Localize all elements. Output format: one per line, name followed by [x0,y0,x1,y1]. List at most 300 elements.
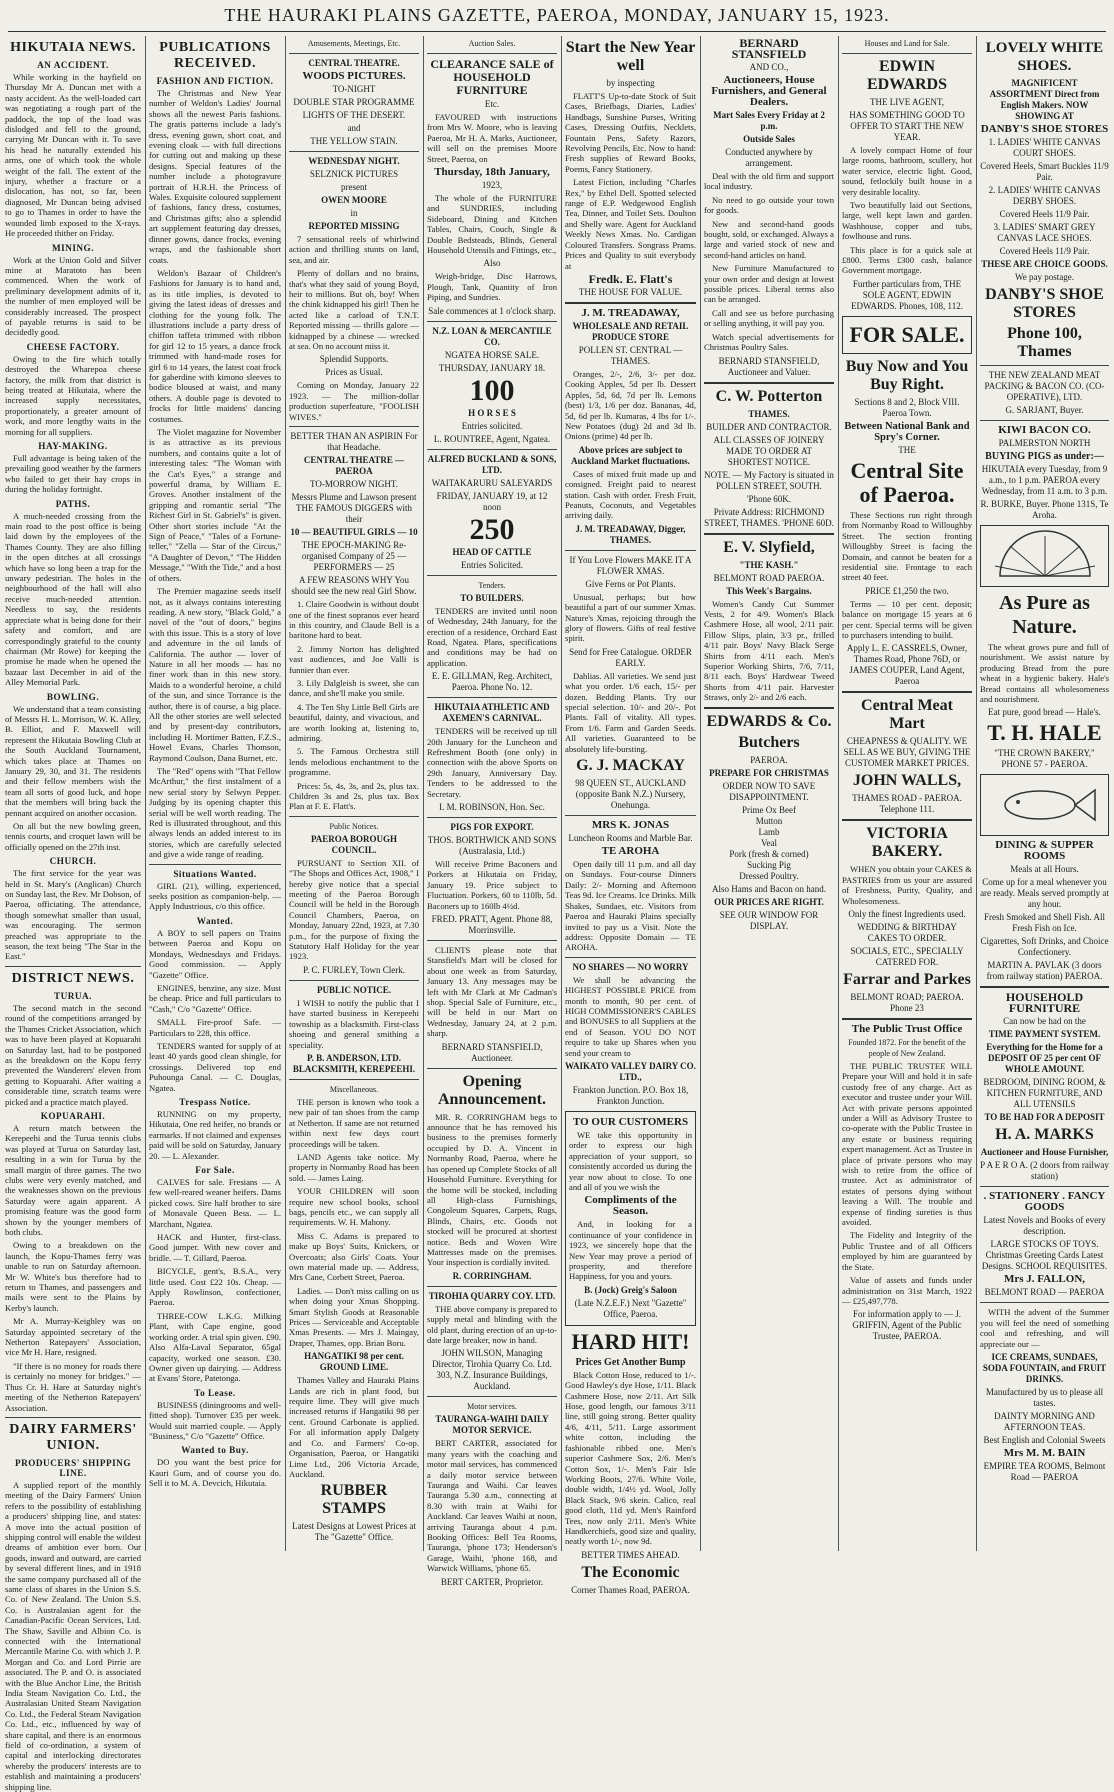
ad-text: 1. Claire Goodwin is without doubt one of the finest sopranos ever heard in this country, and Claude Bell is a baritone hard to beat. [289,599,419,641]
ad-text: THE PUBLIC TRUSTEE WILL Prepare your Will and hold it in safe custody free of any charge. Act as executor and trustee under your Will. Act with private persons appointed under a Will as Advisory Trustee to co-operate with the Public Trustee in any estate or business requiring expert management. Act as Trustee in place of private persons who may wish to retire from the office of trustee. Act as administrator of estates of persons dying without leaving a Will. The trouble and expense of finding sureties is thus avoided. [842,1060,972,1228]
divider [427,940,557,941]
ad-text: ALL CLASSES OF JOINERY MADE TO ORDER AT SHORTEST NOTICE. [713,434,825,467]
ad-heading: Auctioneers, House Furnishers, and General Dealers. [711,74,827,108]
ad-text: OUR PRICES ARE RIGHT. [714,896,824,907]
ad-text: And, in looking for a continuance of your confidence in 1923, we sincerely hope that the New Year may prove a period of prosperity, and therefore Happiness, for you and yours. [569,1219,692,1282]
ad-text: No need to go outside your town for goods. [704,194,834,216]
ad-text: These Sections run right through from Normanby Road to Willoughby Street. The section fronting Willoughby Street is facing the Domain, and cannot be beaten for a residential site. Frontage to each street 40 feet. [842,509,972,583]
subheading: BOWLING. [46,691,100,702]
column-5 [562,36,699,1595]
ad-text: Covered Heels, Smart Buckles 11/9 Pair. [980,161,1109,182]
ad-text: Corner Thames Road, PAEROA. [571,1584,690,1595]
ad-text: HIKUTAIA every Tuesday, from 9 a.m., to 1 p.m. PAEROA every Wednesday, from 11 a.m. to 3 p.m. [981,464,1108,496]
divider [289,816,419,817]
ad-text: Only the finest Ingredients used. [848,908,966,919]
ad-text: THE HOUSE FOR VALUE. [578,286,683,297]
ad-text: TO-MORROW NIGHT. [310,479,398,490]
classified-heading: To Lease. [194,1387,236,1398]
notice-heading: TO BUILDERS. [460,592,524,603]
notice-heading: TIROHIA QUARRY COY. LTD. [428,1290,556,1301]
column-6 [701,36,837,1551]
ad-text: R. BURKE, Buyer. Phone 131S, Te Aroha. [980,499,1109,520]
ad-text: ICE CREAMS, SUNDAES, SODA FOUNTAIN, and FRUIT DRINKS. [982,1352,1107,1385]
article-paragraph: Owing to the fire which totally destroyed the Wharepoa cheese factory, the milk from that district is being treated at Hikutaia, where the increased supply necessitates, proportionately, a greater amount of work, and more lengthy waits in the morning for all suppliers. [5,353,141,437]
notice-text: I WISH to notify the public that I have started business in Kerepeehi township as a blacksmith. First-class shoeing and general smithing a speciality. [289,997,419,1050]
ad-text: THAMES. [748,408,790,419]
ad-text: 3. Lily Dalgleish is sweet, she can dance, and she'll make you smile. [289,677,419,699]
article-paragraph: While working in the hayfield on Thursday Mr A. Duncan met with a nasty accident. As the well-loaded cart was negotiating a rough part of the paddock, the top of the load was dislodged and fell to the ground, carrying Mr Duncan with it. To save his head he naturally extended his arms, one of which took the whole weight of the fall. The extent of the injury, whether a fracture or a dislocation, has not, so far, been diagnosed, Mr Duncan being advised to go to Thames in order to have the wounded limb exposed to the X-rays. He proceeded thither on Friday. [5,72,141,239]
divider [289,1079,419,1080]
ad-text: Auctioneer and House Furnisher, [980,1147,1109,1158]
classified-heading: Situations Wanted. [173,868,257,879]
ad-text: BETTER TIMES AHEAD. [581,1549,680,1560]
ad-text: CHEAPNESS & QUALITY. WE SELL AS WE BUY, GIVING THE CUSTOMER MARKET PRICES. [843,736,971,769]
divider [565,957,696,958]
ad-text: WITH the advent of the Summer you will feel the need of something cool and refreshing, and will appreciate our — [980,1307,1109,1349]
ad-heading: G. J. MACKAY [576,757,685,775]
ad-text: New and second-hand goods bought, sold, or exchanged. Always a large and varied stock of new and second-hand articles on hand. [704,218,834,260]
ad-text: The whole of the FURNITURE and SUNDRIES, including Sideboard, Dining and Kitchen Tables, Chairs, Couch, Single & Double Bedsteads, Blinds, General Household Utensils and Fittings, etc., [427,193,557,256]
ad-text: Above prices are subject to Auckland Market fluctuations. [571,444,690,466]
notice-signature: JOHN WILSON, Managing Director, Tirohia Quarry Co. Ltd. 303, N.Z. Insurance Buildings, Auckland. [432,1348,552,1392]
ad-text: Cases of mixed fruit made up and consigned. Freight paid to nearest station. Cash with order. Fresh Fruit, Peanuts, Coconuts, and Vegetables arriving daily. [565,468,696,521]
subheading: TURUA. [54,990,92,1001]
ad-text: CENTRAL THEATRE — PAEROA [303,455,405,477]
ad-text: 10 — BEAUTIFUL GIRLS — 10 [290,527,418,538]
notice-text: Will receive Prime Baconers and Porkers at Hikutaia on Friday, January 19. Price subject to Fluctuation. Porkers, 60 to 110lb, 5d. Baconers up to 160lb 4½d. [427,858,557,911]
ad-text: SOCIALS, ETC., SPECIALLY CATERED FOR. [850,945,964,967]
column-4 [424,36,560,1587]
notice-text: PURSUANT to Section XII. of "The Shops and Offices Act, 1908," I hereby give notice that a special meeting of the Paeroa Borough Council will be held in the Borough Council Chambers, Paeroa, on Monday, January 22nd, 1923, at 7.30 p.m., for the purpose of fixing the Statutory Half Holiday for the year 1923. [289,857,419,962]
ad-text: Splendid Supports. [319,354,389,365]
ad-heading: FOR SALE. [849,321,965,347]
divider [980,420,1109,421]
ad-text: Plenty of dollars and no brains, that's what they said of young Boyd, heir to millions. But oh, boy! When the chink kidnapped his girl! Then he acted like a carload of T.N.T. Reported missing — thrills galore — kidnapped by a chinese — wrecked at sea. On no account miss it. [289,268,419,352]
article-paragraph: The "Red" opens with "That Fellow McArthur," the first instalment of a new serial story by Selwyn Pepper. Judging by its opening chapter this serial will be well worth reading. The Red is illustrated throughout, and this always lends an added interest to its stories, which are carefully selected and give a wide range of reading. [149,766,281,860]
ad-heading: H. A. MARKS [995,1126,1094,1144]
ad-text: Cigarettes, Soft Drinks, and Choice Confectionery. [980,936,1109,958]
ad-text: Latest Designs at Lowest Prices at The "Gazette" Office. [292,1521,416,1543]
ad-text: A FEW REASONS WHY You should see the new real Girl Show. [291,575,417,597]
ad-text: Everything for the Home for a DEPOSIT OF 25 per cent OF WHOLE AMOUNT. [986,1042,1103,1075]
ad-text: Also Hams and Bacon on hand. [712,883,826,894]
classified-ad: TENDERS wanted for supply of at least 40 yards good clean shingle, for crossings. Delivered top end Puhounga Canal. — C. Douglas, Ngatea. [149,1040,281,1093]
notice-signature: R. CORRINGHAM. [452,1270,532,1281]
ad-text: Messrs Plume and Lawson present THE FAMOUS DIGGERS with their [291,492,417,525]
ad-heading: J. M. TREADAWAY, [581,306,680,319]
ad-text: THE NEW ZEALAND MEAT PACKING & BACON CO. (CO-OPERATIVE), LTD. [984,370,1105,402]
ad-heading: Mrs M. M. BAIN [1003,1447,1086,1460]
article-paragraph: The Violet magazine for November is as attractive as its previous numbers, and contains quite a lot of interesting tales: "The Woman with the Cat's Eyes," a strange and powerful drama, by William E. Groves. Another instalment of the gripping and romantic serial "The Richest Girl in St. Gabriel's" is given. Other short stories include "At the Sign of Peace," "Tales of a Fortune-teller," "Zella — Star of the Circus," "A Daughter of Devon," "The Hidden Message," "With the Tide," and a host of others. [149,427,281,583]
ad-text: by inspecting [606,78,655,88]
divider [5,1417,141,1418]
ad-text: BERNARD STANSFIELD, Auctioneer and Valuer. [718,355,820,377]
ad-text: New Furniture Manufactured to your own order and design at lowest possible prices. Liberal terms also can be arranged. [704,263,834,305]
subheading: PRODUCERS' SHIPPING LINE. [15,1457,131,1478]
ad-text: WOODS PICTURES. [302,70,406,82]
ad-text: We pay postage. [1014,272,1074,282]
ad-heading: BUYING PIGS as under:— [985,451,1104,462]
ad-text: Two beautifully laid out Sections, large, well kept lawn and garden. Washhouse, copper and tubs, fowlhouse and runs. [842,200,972,242]
ad-text: THESE ARE CHOICE GOODS. [981,259,1108,269]
ad-text: present [341,182,367,192]
ad-text: Latest Fiction, including "Charles Rex," by Ethel Dell. Spotted selected range of E.P. Wedgewood English Tea, Dinner, and Toilet Sets. Doulton and Shelly ware. Agent for Auckland Weekly News Xmas. No. Cardigan Coloured Transfers. Songrass Prams. Prices and Quality to suit everybody at [565,177,696,271]
ad-text: BELMONT ROAD — PAEROA [984,1287,1105,1298]
ad-heading: RUBBER STAMPS [320,1482,388,1518]
ad-text: FRIDAY, JANUARY 19, at 12 noon [436,490,548,512]
article-paragraph: "If there is no money for roads there is certainly no money for bridges." — Thus Cr. H. Hare at Saturday night's meeting of the Netherton Ratepayers' Association. [5,1360,141,1413]
ad-text: B. (Jock) Greig's Saloon [584,1284,677,1295]
ad-heading: HANGATIKI 98 per cent. GROUND LIME. [304,1351,404,1373]
ad-text: Unusual, perhaps; but how beautiful a part of our summer Xmas. Nature's Xmas, rejoicing through the glory of flowers. Gifts of real festive spirit. [565,591,696,644]
classified-ad: A BOY to sell papers on Trains between Paeroa and Kopu on Mondays, Wednesdays and Fridays. Good commission. — Apply "Gazette" Office. [149,927,281,980]
classified-ad: YOUR CHILDREN will soon require new school books, school bags, pencils etc., we can supply all requirements. W. H. Mahony. [289,1186,419,1228]
notice-heading: PAEROA BOROUGH COUNCIL. [310,833,398,855]
ad-text: Come up for a meal whenever you are ready. Meals served promptly at any hour. [980,877,1109,910]
column-3 [286,36,422,1551]
divider [289,151,419,152]
ad-text: Covered Heels 11/9 Pair. [999,246,1090,256]
notice-heading: PIGS FOR EXPORT. [450,821,534,832]
divider [704,533,834,535]
ad-text: Women's Candy Cut Summer Vests, 2 for 4/9. Women's Black Cashmere Hose, all wool, 2/11 pair. Fillow Slips, plain, 3/3 pr., frilled 4/11 pair. Boys' Navy Black Serge Shirts from 4/11 each. Men's Superior Working Shirts, 7/6, 7/11, 8/11 each. Boys' Hardwear Tweed Shorts from 4/11 pair. Harvester Straws, only 2/- and 2/6 each. [704,598,834,703]
ad-text: TO-NIGHT [332,84,376,94]
ad-text: 7 sensational reels of whirlwind action and thrilling stunts on land, sea, and air. [289,234,419,265]
ad-text: Latest Novels and Books of every description. [983,1215,1106,1237]
ad-text: NOTE. — My Factory is situated in POLLEN STREET, SOUTH. [704,469,834,491]
article-paragraph: A supplied report of the monthly meeting of the Dairy Farmers' Union refers to the possibility of establishing a producers' shipping line, and states: A move into the actual position of shipping control will enable the wildest dreams of ambition ever born. Our goods, inward and outward, are carried by several different lines, and in 1918 the same company purchased all of the same class of shares in the Union S.S. Co. of New Zealand. The Union S.S. Co. is Australasian agent for the Canadian-Pacific Ocean Services, Ltd. The Shaw, Saville and Albion Co. is connected with the International Mercantile Marine Co. with which J. P. Morgan and Co. and Lord Pirrie are associated. The P. and O. is associated with the Blue Anchor Line, the British India Steam Navigation Co. Ltd., the Australasian United Steam Navigation Co. Ltd., the Federal Steam Navigation Co. Ltd., etc., influenced by way of share capital, and there is an enormous field of co-ordination, a system of capital and interlocking directorates whereby the producers' interests are to establish and maintaining a producers' shipping line. [5,1479,141,1792]
ad-text: Manufactured by us to please all tastes. [985,1387,1104,1409]
ad-heading: EDWARDS & Co. [706,712,832,730]
ad-text: 98 QUEEN ST., AUCKLAND (opposite Bank N.Z.) Nursery, Onehunga. [575,778,686,811]
ad-text: Etc. [484,99,500,109]
ad-heading: Buy Now and You Buy Right. [845,357,969,393]
ad-text: REPORTED MISSING [308,221,400,231]
ad-text: BELMONT ROAD PAEROA. [713,572,825,583]
ad-text: 4. The Ten Shy Little Bell Girls are beautiful, dainty, and vivacious, and are worth looking at, listening to, admiring. [289,701,419,743]
ad-text: G. SARJANT, Buyer. [1005,405,1084,415]
ad-text: THURSDAY, JANUARY 18. [438,362,546,373]
ad-heading: Compliments of the Season. [584,1194,677,1218]
ad-text: Founded 1872. For the benefit of the people of New Zealand. [848,1037,966,1058]
classified-ad: CALVES for sale. Fresians — A few well-reared weaner heifers. Dams picked cows. Sire half brother to sire of Monavale Queen Bess. — L. Marchant, Ngatea. [149,1177,281,1229]
subheading: KOPUARAHI. [40,1110,106,1121]
divider [980,365,1109,366]
ad-text: WAIKATO VALLEY DAIRY CO. LTD., [565,1060,696,1082]
ad-text: TO BE HAD FOR A DEPOSIT [984,1112,1105,1123]
article-paragraph: Owing to a breakdown on the launch, the Kopu-Thames ferry was unable to run on Saturday afternoon. Mr W. White's bus therefore had to return to Thames, and passengers and mails were sent to the Plains by Kerby's launch. [5,1240,141,1313]
divider [289,980,419,981]
ad-box [842,316,972,354]
ad-heading: MRS K. JONAS [591,819,670,832]
masthead-rule [8,31,1106,32]
notice-heading: HIKUTAIA ATHLETIC AND AXEMEN'S CARNIVAL. [434,702,550,724]
ad-text: in [350,208,358,218]
ad-text: 1923, [481,180,503,191]
ad-heading: DINING & SUPPER ROOMS [995,839,1094,863]
sunrise-icon [990,531,1100,581]
subheading: MINING. [51,242,95,253]
classified-ad: HACK and Hunter, first-class. Good jumper. With new cover and bridle. — T. Gillard, Paeroa. [149,1232,281,1263]
divider [427,53,557,54]
ad-text: This place is for a quick sale at £800. Terms £300 cash, balance Government mortgage. [842,244,972,276]
ad-text: BELMONT ROAD; PAEROA. Phone 23 [850,991,964,1013]
ad-text: HAS SOMETHING GOOD TO OFFER TO START THE NEW YEAR. [849,110,965,142]
divider [289,426,419,427]
ad-box [565,1111,696,1326]
ad-text: The Fidelity and Integrity of the Public Trustee and of all Officers employed by him are guaranteed by the State. [842,1230,972,1272]
column-7 [839,36,975,1551]
ad-text: Watch special advertisements for Christmas Poultry Sales. [704,331,834,353]
ad-text: WEDNESDAY NIGHT. [308,156,400,166]
ad-text: BEDROOM, DINING ROOM, & KITCHEN FURNITURE, AND ALL UTENSILS [983,1077,1106,1110]
subheading: FASHION AND FICTION. [156,76,274,86]
classified-heading: Wanted. [196,915,234,926]
ad-heading: C. W. Potterton [715,387,823,405]
ad-text: We shall be advancing the HIGHEST POSSIBLE PRICE from month to month, 90 per cent. of HIGH COMMISSIONER'S CABLES and BONUSES to all Suppliers at the end of Season. YOU DO NOT require to take up Shares when you send your cream to [565,974,696,1058]
article-paragraph: Work at the Union Gold and Silver mine at Maratoto has been commenced. When the work of preliminary development admits of it, the number of men employed will be considerably increased. The prospect of payable returns is said to be decidedly good. [5,254,141,338]
ad-text: THE LIVE AGENT, [869,97,945,107]
ad-text: (Late N.Z.E.F.) Next "Gazette" Office, Paeroa. [574,1297,687,1319]
ad-text: Value of assets and funds under administration on 31st March, 1922 — £25,497,778. [842,1275,972,1306]
classified-ad: ENGINES, benzine, any size. Must be cheap. Price and full particulars to "Cash," C/o "Gazette" Office. [149,982,281,1014]
ad-text: AND CO., [749,62,789,72]
masthead [0,0,1114,34]
ad-text: BUILDER AND CONTRACTOR. [706,421,832,432]
section-heading: DISTRICT NEWS. [11,970,135,986]
divider [842,819,972,821]
ad-text: Dahlias. All varieties. We send just what you order. 1/6 each, 15/- per dozen. Bedding Plants. Try our special selection. 10/- and 20/-. Pot Plants. Fall of vitality. All types. From 1/6. Farm and Garden Seeds. All varieties. Guaranteed to be absolutely life-bursting. [565,670,696,754]
ad-text: 1. LADIES' WHITE CANVAS COURT SHOES. [988,137,1101,158]
ad-text: LARGE STOCKS OF TOYS. Christmas Greeting Cards Latest Designs. SCHOOL REQUISITES. [981,1239,1108,1272]
ad-text: WHOLESALE AND RETAIL PRODUCE STORE [572,320,689,342]
ad-text: Can now be had on the [1003,1016,1086,1027]
article-paragraph: Full advantage is being taken of the prevailing good weather by the farmers who failed to get their hay crops in during the holiday fortnight. [5,453,141,495]
ad-heading: The Public Trust Office [851,1022,963,1035]
ad-text: NGATEA HORSE SALE. [444,349,540,360]
ad-text: 3. LADIES' SMART GREY CANVAS LACE SHOES. [993,222,1096,243]
divider [842,691,972,693]
divider [704,707,834,709]
ad-text: Further particulars from, THE SOLE AGENT, EDWIN EDWARDS. Phones, 108, 112. [851,278,963,311]
ad-heading: HARD HIT! [571,1328,690,1354]
ad-text: WE take this opportunity in order to express our high appreciation of your support, so consistently accorded us during the year now about to close. To one and all of you we wish the [569,1129,692,1192]
divider [842,1018,972,1020]
ad-heading: ALFRED BUCKLAND & SONS, LTD. [427,453,557,475]
divider [704,382,834,384]
ad-number: 100 [469,373,515,407]
ad-heading: Opening Announcement. [437,1072,546,1108]
divider [565,815,696,816]
ad-text: Coming on Monday, January 22 1923. — The million-dollar production superfeature, "FOOLISH WIVES." [289,380,419,422]
ad-heading: . STATIONERY . FANCY GOODS [983,1190,1106,1214]
notice-signature: FRED. PRATT, Agent. Phone 88, Morrinsville. [431,914,553,935]
ad-text: Call and see us before purchasing or selling anything, it will pay you. [704,307,834,329]
divider [289,53,419,54]
divider [980,1302,1109,1303]
divider [980,1186,1109,1187]
ad-heading: Start the New Year well [565,39,696,74]
ad-text: THE [898,444,916,455]
ad-text: Deal with the old firm and support local industry. [704,171,834,192]
ad-text: Mart Sales Every Friday at 2 p.m. [713,110,825,131]
divider [427,1396,557,1397]
article-paragraph: We understand that a team consisting of Messrs H. L. Morrison, W. K. Alley, B. Elliot, and F. Maxwell will represent the Hikutaia Bowling Club at the South Auckland Tournament, which takes place at Thames on January 29, 30, and 31. The residents and their fellow members wish the team all sorts of good luck, and hope that the members will bring back the pennant acquired on another occasion. [5,703,141,818]
ad-text: For information apply to — J. GRIFFIN, Agent of the Public Trustee, PAEROA. [852,1309,962,1342]
ad-heading: T. H. HALE [987,720,1102,746]
ad-heading: As Pure as Nature. [999,592,1090,638]
divider [5,966,141,967]
ad-date: Thursday, 18th January, [434,166,550,179]
ad-text: Also [483,258,501,269]
classified-ad: Ladies. — Don't miss calling on us when doing your Xmas Shopping. Smart Stylish Goods at Reasonable Prices — Serviceable and Acceptable Xmas Presents. — Mrs J. Maingay, Draper, Thames, opp. Brian Boru. [289,1285,419,1348]
classified-heading: Wanted to Buy. [181,1445,249,1456]
ad-heading: TO OUR CUSTOMERS [572,1115,689,1128]
classified-ad: THREE-COW L.K.G. Milking Plant, with Cape engine, good working order. A trial spin given. £90. Also Alfa-Laval Separator, 65gal capacity, worked one season. £30. Owner given up dairying. — Address at Evans' Store, Patetonga. [149,1310,281,1384]
subheading: CHURCH. [49,856,97,867]
ad-text: J. M. TREADAWAY, Digger, THAMES. [575,523,686,545]
ad-text: Sections 8 and 2, Block VIII. Paeroa Town. [854,396,960,418]
ad-text: WAITAKARURU SALEYARDS [431,477,553,488]
section-label: Amusements, Meetings, Etc. [307,39,401,48]
ad-text: "THE KASH." [739,559,799,570]
ad-text: Oranges, 2/-, 2/6, 3/- per doz. Cooking Apples, 5d per lb. Dessert Apples, 5d, 6d, 7d per lb. Lemons (best) 1/3, 1/6 per doz. Bananas, 4d, 5d, 6d per lb. Kumaras, 4 lbs for 1/-. New Potatoes (dug) 2d and 3d lb. Onions (prime) 4d per lb. [565,368,696,442]
ad-heading: Butchers [738,733,800,751]
article-paragraph: The Christmas and New Year number of Weldon's Ladies' Journal shows all the newest Paris fashions. The gratis patterns include a lady's dress, evening gown, short coat, and evening cloak — with full directions for cutting out and making up these designs. Special features of the number include a photogravure portrait of H.R.H. the Princess of Wales. Exquisite coloured supplement of fashions, fancy dress, costumes, and Christmas gifts; also a splendid art supplement featuring day dresses, dinner gowns, dance frocks, evening wraps, and the fashionable short coats. [149,88,281,265]
ad-text: Best English and Colonial Sweets [983,1435,1106,1446]
ad-heading: CLEARANCE SALE of HOUSEHOLD FURNITURE [430,57,554,97]
divider [980,986,1109,988]
article-paragraph: A much-needed crossing from the main road to the post office is being laid down by the employees of the Thames County. They are also filling in the open ditches at all crossings which have so long been a trap for the unwary pedestrian. The holes in the neighbourhood of the hall will also receive much-needed attention. Needless to say, the residents appreciate what is being done for their safety and comfort, and are correspondingly grateful to the county chairman (Mr Rowe) for keeping the promise he made when he opened the bazaar last December in aid of the Alley Memorial Park. [5,510,141,688]
ad-text: PAEROA. [750,754,788,765]
column-8 [977,36,1112,1551]
ad-heading: HOUSEHOLD FURNITURE [1005,990,1084,1016]
divider [427,1068,557,1069]
ad-text: Apply L. E. CASSRELS, Owner, Thames Road, Phone 76D, or JAMES COUPER, Land Agent, Paeroa [846,643,968,687]
notice-text: TENDERS are invited until noon of Wednesday, 24th January, for the erection of a residence, Orchard East Road, Ngatea. Plans, specifications and conditions may be had on application. [427,605,557,668]
classified-heading: Trespass Notice. [179,1096,251,1107]
classified-ad: RUNNING on my property, Hikutaia, One red heifer, no brands or earmarks. If not claimed and expenses paid will be sold on Saturday, January 20. — L. Alexander. [149,1108,281,1161]
section-label: Public Notices. [329,821,379,831]
section-label: Miscellaneous. [329,1084,379,1094]
article-paragraph: The first service for the year was held in St. Mary's (Anglican) Church on Sunday last, the Rev. Mr Dobson, of Paeroa, officiating. The attendance, though somewhat smaller than usual, was encouraging. The sermon preached was appropriate to the season, the text being "The Star in the East." [5,868,141,962]
divider [149,864,281,865]
column-1 [2,36,144,1792]
divider [427,449,557,450]
sunrise-illustration [980,525,1109,587]
ad-text: POLLEN ST. CENTRAL — THAMES. [578,344,683,366]
ad-text: Send for Free Catalogue. ORDER EARLY. [569,646,692,668]
notice-heading: PUBLIC NOTICE. [316,984,391,995]
classified-ad: GIRL (21), willing, experienced, seeks position as companion-help. — Apply Industrious, c/o this office. [149,880,281,912]
ad-text: 5. The Famous Orchestra still lends melodious enchantment to the programme. [289,746,419,778]
ad-heading: KIWI BACON CO. [998,424,1091,436]
notice-signature: E. E. GILLMAN, Reg. Architect, Paeroa. Phone No. 12. [431,671,553,693]
article-paragraph: On all but the new bowling green, tennis courts, and croquet lawn will be officially opened on the 27th inst. [5,821,141,852]
ad-text: Prices: 5s, 4s, 3s, and 2s, plus tax. Children 3s and 2s, plus tax. Box Plan at F. E. Flatt's. [289,780,419,812]
divider [842,53,972,54]
divider [427,1286,557,1287]
divider [565,302,696,304]
ad-text: Prices as Usual. [325,367,383,378]
notice-text: CLIENTS please note that Stansfield's Mart will be closed for about one week as from Saturday, January 13. Any messages may be left with Mr Clark at Mr Cadman's shop. Special Sale of Furniture, etc., will be held in our Mart on Wednesday, January 24, at 2 p.m. sharp. [427,945,557,1039]
ad-heading: Central Site of Paeroa. [850,457,964,507]
ad-text: HEAD OF CATTLE [452,546,532,557]
ad-text: Eat pure, good bread — Hale's. [988,707,1101,718]
fish-illustration [980,774,1109,836]
ad-text: TIME PAYMENT SYSTEM. [988,1029,1101,1040]
ad-text: WEDDING & BIRTHDAY CAKES TO ORDER. [857,921,957,943]
ad-text: Give Ferns or Pot Plants. [585,578,676,589]
ad-heading: NO SHARES — NO WORRY [572,961,689,972]
ad-text: Luncheon Rooms and Marble Bar. [568,833,693,844]
ad-text: Covered Heels 11/9 Pair. [999,209,1090,219]
notice-heading: TAURANGA-WAIHI DAILY MOTOR SERVICE. [435,1414,549,1436]
ad-heading: LOVELY WHITE SHOES. [985,40,1104,74]
divider [427,321,557,322]
ad-text: and [347,123,361,133]
section-heading: HIKUTAIA NEWS. [10,40,136,55]
article-paragraph: A return match between the Kerepeehi and the Turua tennis clubs was played at Turua on Saturday last, resulting in a win for Turua by the small margin of three games. The two clubs were very evenly matched, and the weaknesses shown on the previous Saturday were again apparent. A promising feature was the good form shown by the younger members of both clubs. [5,1122,141,1237]
ad-text: Meals at all Hours. [1010,864,1079,875]
column-2 [146,36,284,1551]
notice-signature: I. M. ROBINSON, Hon. Sec. [439,801,545,812]
ad-text: L. ROUNTREE, Agent, Ngatea. [433,433,551,444]
classified-ad: SMALL Fire-proof Safe. — Particulars to 228, this office. [149,1017,281,1038]
section-heading: PUBLICATIONS RECEIVED. [159,40,271,71]
ad-text: EMPIRE TEA ROOMS, Belmont Road — PAEROA [983,1461,1106,1483]
ad-text: Conducted anywhere by arrangement. [725,147,813,168]
ad-text: FLATT'S Up-to-date Stock of Suit Cases, Briefbags, Diaries, Ladies' Handbags, Sunshine Purses, Writing Cases, Dressing Outfits, Necklets, Fountain Pens, Safety Razors, Revolving Pencils, Etc. Now to hand: Fresh supplies of Reward Books, Poems, Fancy Stationery. [565,91,696,174]
divider [565,550,696,551]
ad-text: "THE CROWN BAKERY," PHONE 57 - PAEROA. [994,748,1095,770]
ad-text: This Week's Bargains. [726,585,812,596]
ad-text: The wheat grows pure and full of nourishment. We assist nature by producing Bread from the pure wheat in a hygienic bakery. Hale's Bread contains all wholesomeness and nourishment. [980,642,1109,705]
notice-signature: P. C. FURLEY, Town Clerk. [302,964,406,975]
ad-text: Frankton Junction. P.O. Box 18, Frankton Junction. [572,1084,689,1106]
article-paragraph: Weldon's Bazaar of Children's Fashions for January is to hand and, as its title implies, is devoted to giving the latest ideas of dresses and clothing for the young folk. The illustrations include a party dress of chiffon taffeta trimmed with ribbon for girl 12 to 15 years, a dance frock trimmed with hand-made roses for girl 6 to 14 years, the latest coat frock for gaberdine with kimono sleeves to bodice bloused at waist, and many others. A double page is devoted to frocks for little maidens' dancing costumes. [149,267,281,424]
classified-ad: BUSINESS (diningrooms and well-fitted shop). Turnover £35 per week. Would suit married couple. — Apply "Business," C/o "Gazette" Office. [149,1399,281,1441]
ad-text: Terms — 10 per cent. deposit; balance on mortgage 15 years at 6 per cent. Special terms will be given to purchasers intending to build. [842,598,972,640]
ad-text: PRICE £1,250 the two. [865,585,949,596]
ad-text: 2. LADIES' WHITE CANVAS DERBY SHOES. [988,185,1101,206]
ad-text: THAMES ROAD - PAEROA. Telephone 111. [852,793,962,815]
section-label: Tenders. [478,580,506,590]
article-paragraph: The second match in the second round of the competitions arranged by the Thames Cricket Association, which was to have been played at Kopuarahi on Saturday last, had to be postponed as the breakdown on the Kopu ferry prevented the Wanderers' eleven from getting to Kopuarahi. After waiting a considerable time, scratch teams were picked and a practice match played. [5,1002,141,1107]
classified-ad: THE person is known who took a new pair of tan shoes from the camp at Netherton. If same are not returned within next few days court proceedings will be taken. [289,1096,419,1149]
ad-text: SEE OUR WINDOW FOR DISPLAY. [719,909,819,931]
ad-text: Entries Solicited. [461,559,523,570]
ad-heading: Mrs J. FALLON, [1003,1273,1086,1286]
ad-text: DOUBLE STAR PROGRAMME [293,97,415,107]
ad-heading: JOHN WALLS, [852,772,962,790]
classified-ad: BICYCLE, gent's, B.S.A., very little used. Cost £22 10s. Cheap. — Apply Rowlinson, confectioner, Paeroa. [149,1266,281,1308]
ad-text: CENTRAL THEATRE. [308,58,400,68]
ad-text: 2. Jimmy Norton has delighted vast audiences, and Joe Valli is funnier than ever. [289,643,419,675]
notice-text: TENDERS will be received up till 20th January for the Luncheon and Refreshment Booth (one only) in connection with the above Sports on 29th January, Anniversary Day. Tenders to be addressed to the Secretary. [427,726,557,799]
classified-ad: DO you want the best price for Kauri Gum, and of course you do. Sell it to M. A. Devcich, Hikutaia. [149,1457,281,1489]
ad-text: LIGHTS OF THE DESERT. [302,110,406,120]
ad-text: If You Love Flowers MAKE IT A FLOWER XMAS. [569,554,692,576]
ad-text: THE YELLOW STAIN. [310,136,398,146]
notice-signature: BERT CARTER, Proprietor. [440,1576,544,1587]
ad-text: THOS. BORTHWICK AND SONS (Australasia, Ltd.) [427,834,557,856]
classified-ad: Miss C. Adams is prepared to make up Boys' Suits, Knickers, or Overcoats; also Girls' Coats. Your own material made up. — Address, Mrs Cane, Corbett Street, Paeroa. [289,1230,419,1283]
ad-text: ORDER NOW TO SAVE DISAPPOINTMENT. [722,780,816,802]
divider [427,575,557,576]
ad-text: Weigh-bridge, Disc Harrows, Plough, Tank, Quantity of Iron Piping, and Sundries. [427,271,557,303]
notice-text: MR. R. CORRINGHAM begs to announce that he has removed his business to the premises formerly occupied by D. A. Vincent in Normanby Road, Paeroa, where he has opened up Complete Stocks of all Household Furniture. Everything for the home will be stocked, including all High-class Furnishings, Congoleum Squares, Carpets, Rugs, Blinds, Chairs, etc. Goods not stocked will be procured at shortest notice. Beds and Woven Wire Mattresses made on the premises. Your inspection is cordially invited. [427,1111,557,1268]
